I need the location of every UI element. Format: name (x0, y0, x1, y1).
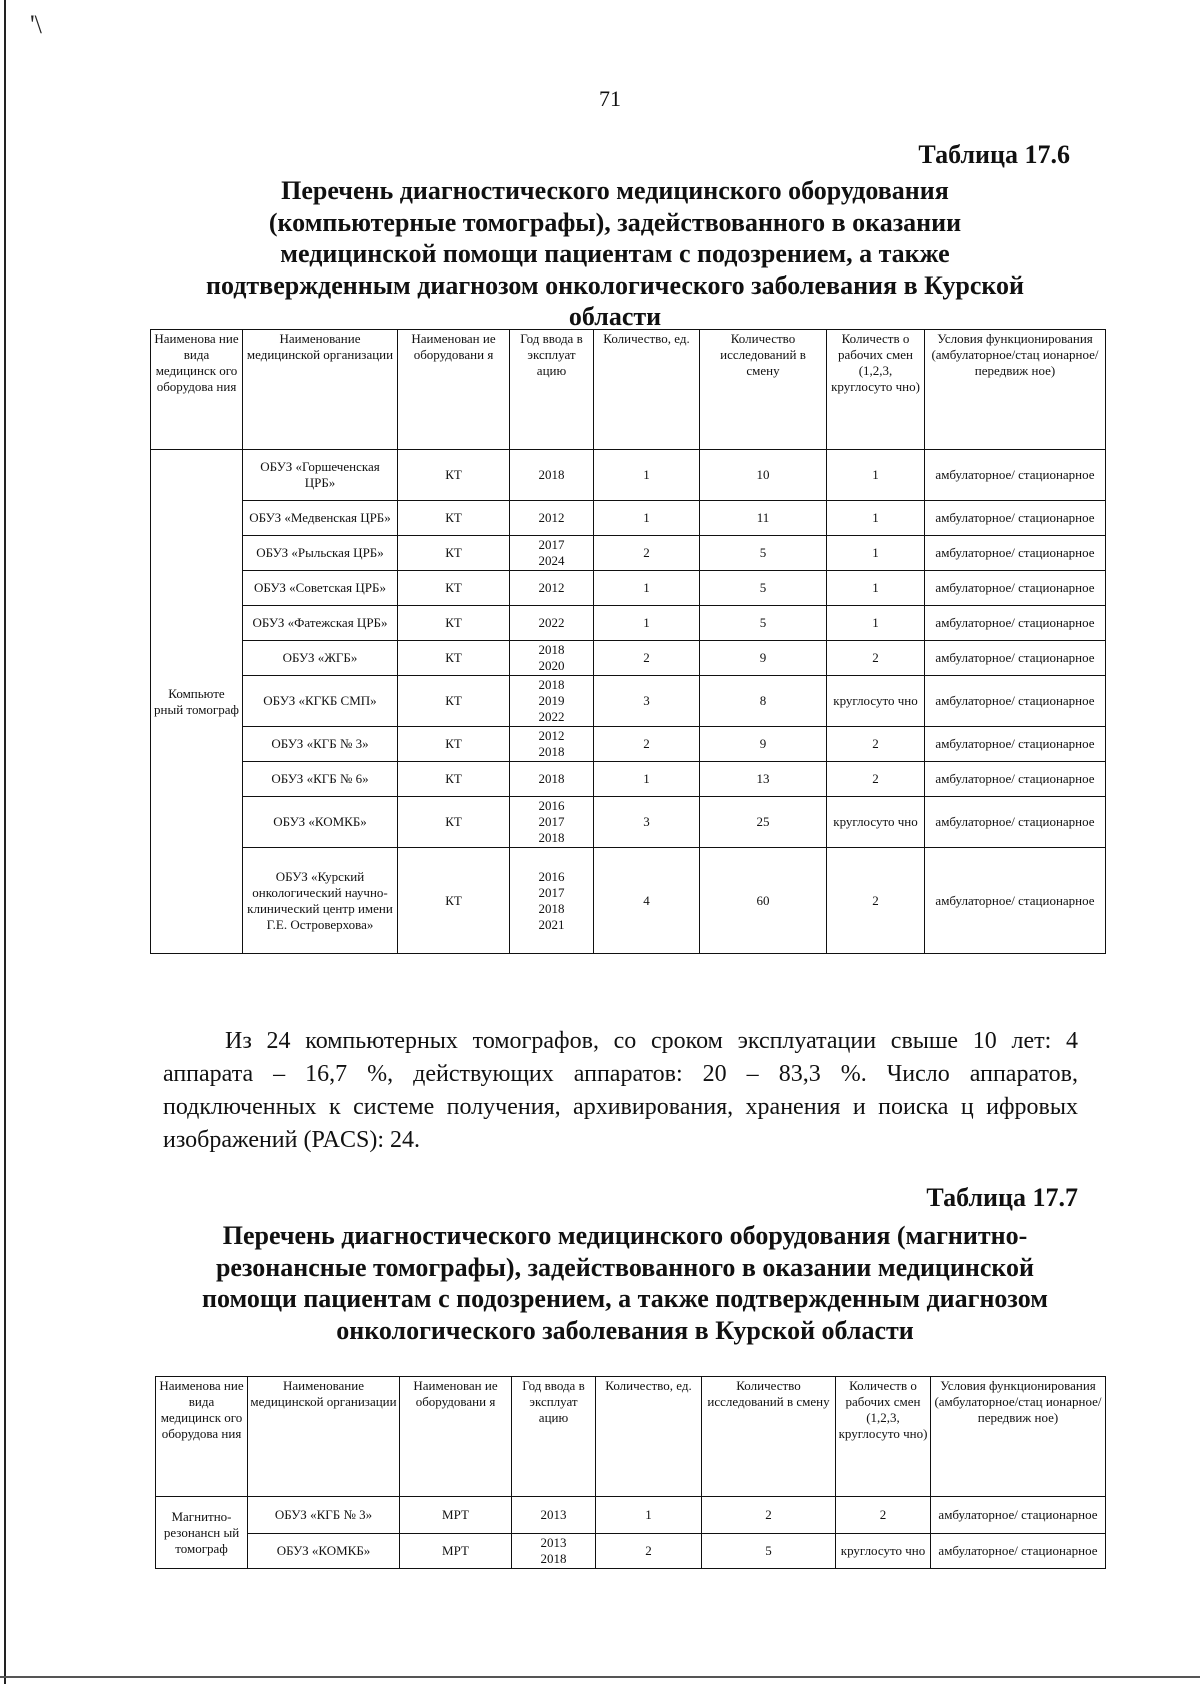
year-cell: 2012 (510, 501, 594, 536)
organization-cell: ОБУЗ «Советская ЦРБ» (243, 571, 398, 606)
equipment-name-header: Наименован ие оборудовани я (398, 330, 510, 450)
table-row (151, 501, 1106, 536)
conditions-cell: амбулаторное/ стационарное (925, 676, 1106, 727)
year-cell: 2018 2019 2022 (510, 676, 594, 727)
studies-cell: 5 (700, 606, 827, 641)
studies-cell: 10 (700, 450, 827, 501)
studies-per-shift-header: Количество исследований в смену (702, 1377, 836, 1497)
table-row (151, 676, 1106, 727)
quantity-cell: 2 (594, 536, 700, 571)
year-cell: 2012 2018 (510, 727, 594, 762)
studies-cell: 13 (700, 762, 827, 797)
organization-cell: ОБУЗ «КГКБ СМП» (243, 676, 398, 727)
organization-cell: ОБУЗ «КГБ № 3» (248, 1497, 400, 1534)
title-line: помощи пациентам с подозрением, а также подтвержденным диагнозом (202, 1284, 1048, 1313)
organization-cell: ОБУЗ «Горшеченская ЦРБ» (243, 450, 398, 501)
conditions-cell: амбулаторное/ стационарное (925, 501, 1106, 536)
table-row (151, 536, 1106, 571)
title-line: (компьютерные томографы), задействованного в оказании (268, 207, 962, 237)
title-line: Перечень диагностического медицинского оборудования (магнитно- (222, 1221, 1028, 1250)
quantity-cell: 4 (594, 848, 700, 954)
equipment-cell: КТ (398, 450, 510, 501)
shifts-cell: 2 (827, 641, 925, 676)
conditions-cell: амбулаторное/ стационарное (925, 797, 1106, 848)
table-row (151, 848, 1106, 954)
page-edge-bottom (0, 1676, 1200, 1678)
shifts-cell: круглосуто чно (836, 1534, 931, 1569)
equipment-type-header: Наименова ние вида медицинск ого оборудова ния (156, 1377, 248, 1497)
organization-cell: ОБУЗ «КОМКБ» (243, 797, 398, 848)
year-cell: 2018 (510, 450, 594, 501)
organization-cell: ОБУЗ «КГБ № 3» (243, 727, 398, 762)
shifts-cell: 1 (827, 606, 925, 641)
shifts-header: Количеств о рабочих смен (1,2,3, круглосуто чно) (836, 1377, 931, 1497)
shifts-cell: 2 (827, 848, 925, 954)
year-header: Год ввода в эксплуат ацию (512, 1377, 596, 1497)
shifts-cell: 2 (836, 1497, 931, 1534)
equipment-cell: МРТ (400, 1534, 512, 1569)
quantity-cell: 2 (594, 727, 700, 762)
studies-cell: 5 (700, 571, 827, 606)
table-row (151, 762, 1106, 797)
studies-cell: 11 (700, 501, 827, 536)
equipment-cell: КТ (398, 536, 510, 571)
equipment-cell: КТ (398, 797, 510, 848)
conditions-cell: амбулаторное/ стационарное (925, 536, 1106, 571)
equipment-cell: КТ (398, 571, 510, 606)
title-line: резонансные томографы), задействованного в оказании медицинской (215, 1252, 1035, 1282)
organization-cell: ОБУЗ «КГБ № 6» (243, 762, 398, 797)
title-line: области (568, 302, 662, 331)
quantity-cell: 3 (594, 797, 700, 848)
studies-cell: 5 (702, 1534, 836, 1569)
year-header: Год ввода в эксплуат ацию (510, 330, 594, 450)
organization-cell: ОБУЗ «Медвенская ЦРБ» (243, 501, 398, 536)
organization-header: Наименование медицинской организации (243, 330, 398, 450)
year-cell: 2017 2024 (510, 536, 594, 571)
quantity-cell: 1 (594, 571, 700, 606)
quantity-cell: 2 (594, 641, 700, 676)
table-17-6 (150, 329, 1106, 954)
studies-cell: 25 (700, 797, 827, 848)
conditions-header: Условия функционирования (амбулаторное/стац ионарное/передвиж ное) (925, 330, 1106, 450)
conditions-cell: амбулаторное/ стационарное (925, 450, 1106, 501)
table-row (151, 571, 1106, 606)
studies-cell: 5 (700, 536, 827, 571)
shifts-cell: 1 (827, 571, 925, 606)
equipment-cell: КТ (398, 848, 510, 954)
year-cell: 2016 2017 2018 2021 (510, 848, 594, 954)
shifts-cell: круглосуто чно (827, 797, 925, 848)
shifts-cell: 1 (827, 450, 925, 501)
equipment-type-cell: Магнитно-резонансн ый томограф (156, 1497, 248, 1569)
year-cell: 2018 (510, 762, 594, 797)
year-cell: 2012 (510, 571, 594, 606)
quantity-cell: 1 (594, 501, 700, 536)
organization-cell: ОБУЗ «ЖГБ» (243, 641, 398, 676)
table-row (156, 1497, 1106, 1534)
conditions-cell: амбулаторное/ стационарное (925, 727, 1106, 762)
quantity-cell: 3 (594, 676, 700, 727)
equipment-cell: КТ (398, 501, 510, 536)
equipment-cell: КТ (398, 727, 510, 762)
title-line: подтвержденным диагнозом онкологического заболевания в Курской (206, 270, 1024, 300)
quantity-cell: 1 (594, 450, 700, 501)
table-17-7 (155, 1376, 1106, 1569)
conditions-cell: амбулаторное/ стационарное (925, 762, 1106, 797)
shifts-cell: 1 (827, 501, 925, 536)
equipment-cell: КТ (398, 606, 510, 641)
table-17-7-label: Таблица 17.7 (926, 1183, 1078, 1212)
table-17-6-label: Таблица 17.6 (918, 140, 1070, 169)
page-number: 71 (599, 86, 621, 111)
conditions-cell: амбулаторное/ стационарное (925, 848, 1106, 954)
table-17-7-title (160, 1220, 1090, 1346)
equipment-type-header: Наименова ние вида медицинск ого оборудова ния (151, 330, 243, 450)
studies-cell: 2 (702, 1497, 836, 1534)
equipment-cell: КТ (398, 676, 510, 727)
title-line: Перечень диагностического медицинского оборудования (281, 176, 949, 205)
page-edge-left (4, 0, 6, 1684)
equipment-cell: КТ (398, 641, 510, 676)
conditions-header: Условия функционирования (амбулаторное/стац ионарное/передвиж ное) (931, 1377, 1106, 1497)
table-row (156, 1534, 1106, 1569)
equipment-type-cell: Компьюте рный томограф (151, 450, 243, 954)
shifts-cell: 2 (827, 762, 925, 797)
table-header-row (156, 1377, 1106, 1497)
table-row (151, 450, 1106, 501)
table-row (151, 641, 1106, 676)
quantity-header: Количество, ед. (594, 330, 700, 450)
studies-cell: 9 (700, 727, 827, 762)
conditions-cell: амбулаторное/ стационарное (925, 571, 1106, 606)
quantity-cell: 2 (596, 1534, 702, 1569)
quantity-cell: 1 (594, 762, 700, 797)
table-17-6-title (160, 175, 1070, 333)
page-mark: '\ (30, 10, 42, 39)
equipment-name-header: Наименован ие оборудовани я (400, 1377, 512, 1497)
table-row (151, 606, 1106, 641)
table-row (151, 727, 1106, 762)
organization-cell: ОБУЗ «КОМКБ» (248, 1534, 400, 1569)
summary-paragraph: Из 24 компьютерных томографов, со сроком эксплуатации свыше 10 лет: 4 аппарата – 16,7 %, действующих аппаратов: 20 – 83,3 %. Число аппаратов, подключенных к системе получения, архивирования, хранения и поиска ц ифровых изображений (PACS): 24. (163, 1028, 1078, 1153)
table-header-row (151, 330, 1106, 450)
year-cell: 2013 2018 (512, 1534, 596, 1569)
studies-per-shift-header: Количество исследований в смену (700, 330, 827, 450)
organization-header: Наименование медицинской организации (248, 1377, 400, 1497)
conditions-cell: амбулаторное/ стационарное (931, 1497, 1106, 1534)
studies-cell: 60 (700, 848, 827, 954)
title-line: медицинской помощи пациентам с подозрением, а также (280, 239, 950, 268)
studies-cell: 9 (700, 641, 827, 676)
table-row (151, 797, 1106, 848)
conditions-cell: амбулаторное/ стационарное (925, 641, 1106, 676)
conditions-cell: амбулаторное/ стационарное (931, 1534, 1106, 1569)
equipment-cell: КТ (398, 762, 510, 797)
quantity-cell: 1 (596, 1497, 702, 1534)
organization-cell: ОБУЗ «Рыльская ЦРБ» (243, 536, 398, 571)
year-cell: 2016 2017 2018 (510, 797, 594, 848)
shifts-header: Количеств о рабочих смен (1,2,3, круглосуто чно) (827, 330, 925, 450)
equipment-cell: МРТ (400, 1497, 512, 1534)
organization-cell: ОБУЗ «Фатежская ЦРБ» (243, 606, 398, 641)
year-cell: 2018 2020 (510, 641, 594, 676)
conditions-cell: амбулаторное/ стационарное (925, 606, 1106, 641)
quantity-cell: 1 (594, 606, 700, 641)
year-cell: 2013 (512, 1497, 596, 1534)
shifts-cell: круглосуто чно (827, 676, 925, 727)
quantity-header: Количество, ед. (596, 1377, 702, 1497)
shifts-cell: 2 (827, 727, 925, 762)
organization-cell: ОБУЗ «Курский онкологический научно-клинический центр имени Г.Е. Островерхова» (243, 848, 398, 954)
studies-cell: 8 (700, 676, 827, 727)
shifts-cell: 1 (827, 536, 925, 571)
title-line: онкологического заболевания в Курской области (336, 1315, 914, 1345)
year-cell: 2022 (510, 606, 594, 641)
